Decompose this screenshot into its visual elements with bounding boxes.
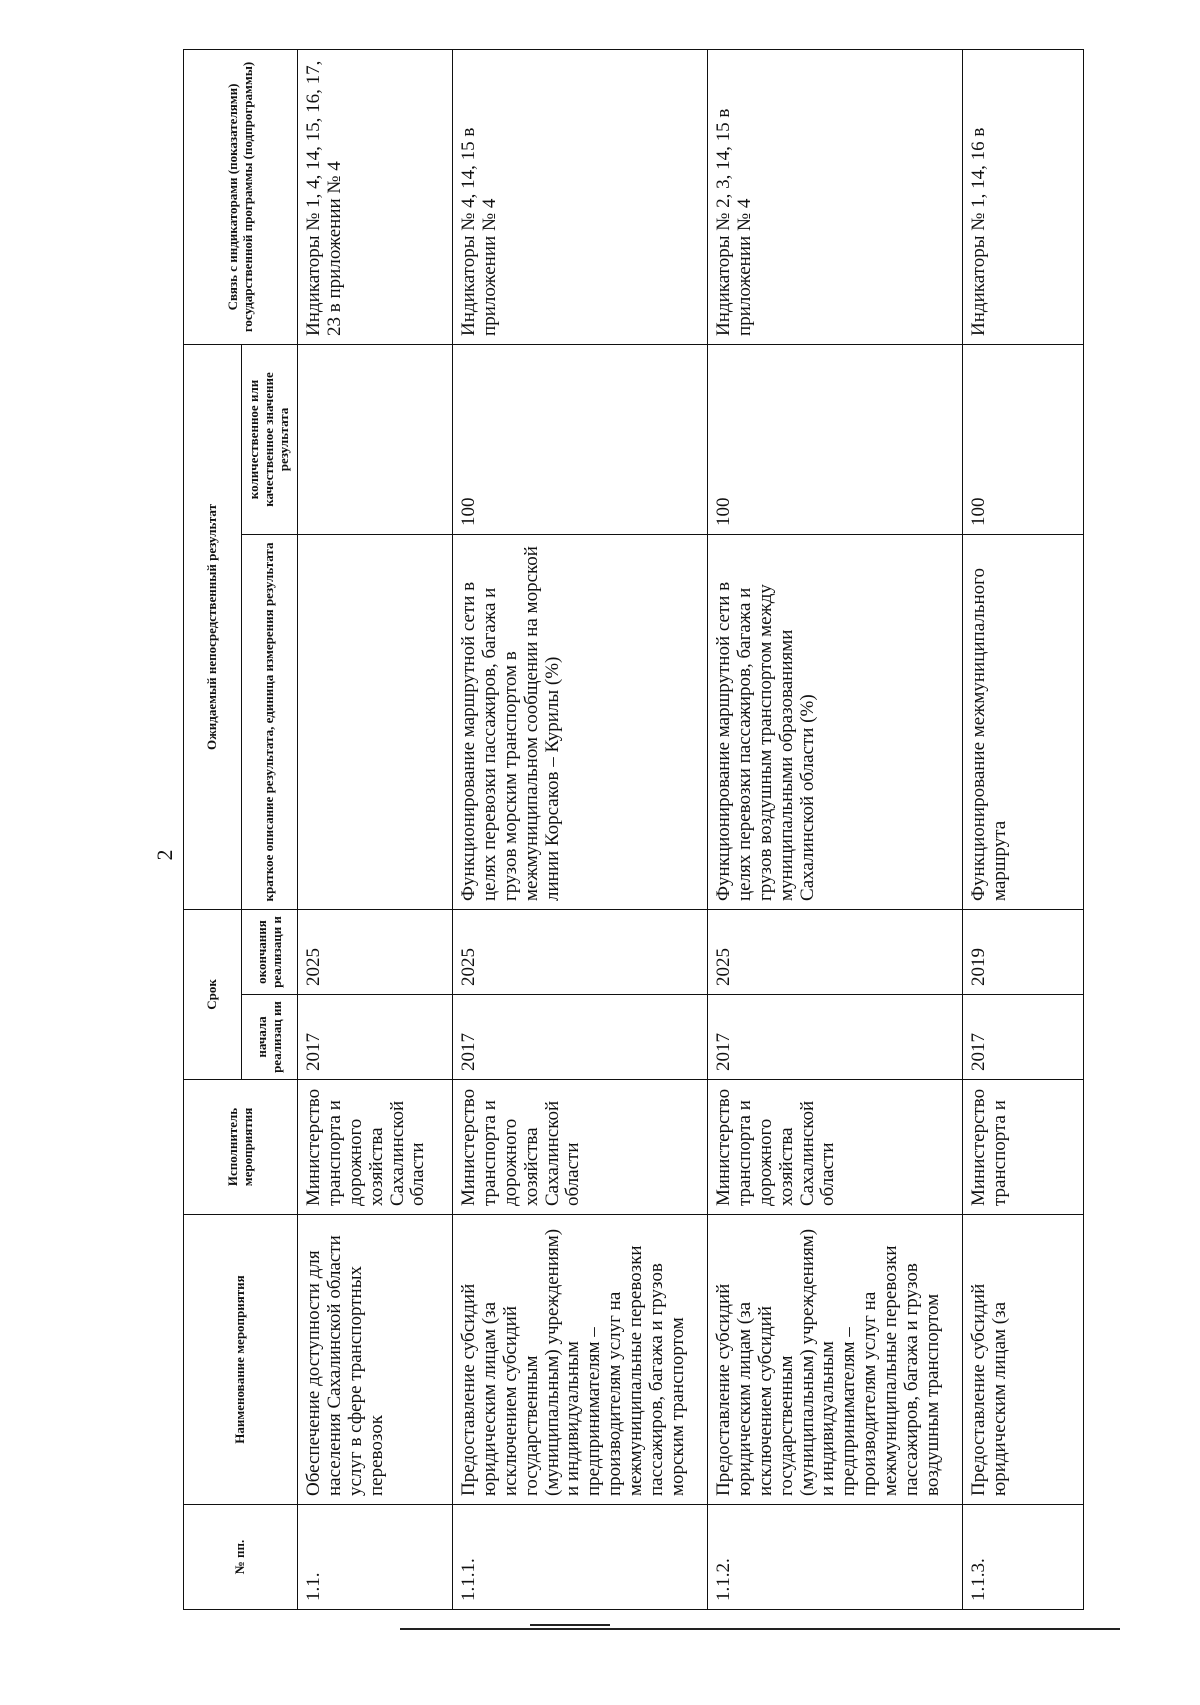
header-link: Связь с индикаторами (показателями) государственной программы (подпрограммы)	[184, 49, 298, 344]
scan-edge-line	[400, 1628, 1120, 1630]
row-executor: Министерство транспорта и дорожного хозяйства Сахалинской области	[453, 1080, 708, 1215]
header-expected-value: количественное или качественное значение результата	[242, 344, 298, 534]
row-desc: Функционирование межмуниципального маршрута	[963, 534, 1084, 909]
row-end: 2019	[963, 909, 1084, 994]
row-start: 2017	[708, 995, 963, 1080]
row-name: Предоставление субсидий юридическим лицам (за исключением субсидий государственным (муниципальным) учреждениям) и индивидуальным предпринимателям – производителям услуг на межмуниципальные перевозки пассажиров, багажа и грузов воздушным транспортом	[708, 1215, 963, 1505]
header-expected: Ожидаемый непосредственный результат	[184, 344, 242, 909]
row-num: 1.1.	[298, 1505, 453, 1610]
row-start: 2017	[298, 995, 453, 1080]
row-executor: Министерство транспорта и дорожного хозяйства Сахалинской области	[708, 1080, 963, 1215]
page-number: 2	[152, 849, 177, 861]
row-value	[298, 344, 453, 534]
measures-table	[183, 49, 1084, 1610]
table-row	[453, 49, 708, 1609]
row-start: 2017	[453, 995, 708, 1080]
row-desc: Функционирование маршрутной сети в целях перевозки пассажиров, багажа и грузов воздушным транспортом между муниципальными образованиями Сахалинской области (%)	[708, 534, 963, 909]
row-executor: Министерство транспорта и	[963, 1080, 1084, 1215]
header-term-start: начала реализац ии	[242, 995, 298, 1080]
document-sheet	[183, 50, 1083, 1610]
header-expected-desc: краткое описание результата, единица измерения результата	[242, 534, 298, 909]
scan-edge-mark	[530, 1624, 610, 1626]
row-value: 100	[963, 344, 1084, 534]
row-end: 2025	[708, 909, 963, 994]
row-name: Предоставление субсидий юридическим лицам (за	[963, 1215, 1084, 1505]
row-link: Индикаторы № 1, 4, 14, 15, 16, 17, 23 в приложении № 4	[298, 49, 453, 344]
row-value: 100	[453, 344, 708, 534]
row-end: 2025	[453, 909, 708, 994]
row-executor: Министерство транспорта и дорожного хозяйства Сахалинской области	[298, 1080, 453, 1215]
header-name: Наименование мероприятия	[184, 1215, 298, 1505]
row-value: 100	[708, 344, 963, 534]
row-name: Обеспечение доступности для населения Сахалинской области услуг в сфере транспортных перевозок	[298, 1215, 453, 1505]
row-desc: Функционирование маршрутной сети в целях перевозки пассажиров, багажа и грузов морским транспортом в межмуниципальном сообщении на морской линии Корсаков – Курилы (%)	[453, 534, 708, 909]
row-end: 2025	[298, 909, 453, 994]
header-num: № пп.	[184, 1505, 298, 1610]
row-link: Индикаторы № 2, 3, 14, 15 в приложении № 4	[708, 49, 963, 344]
table-row	[708, 49, 963, 1609]
row-link: Индикаторы № 4, 14, 15 в приложении № 4	[453, 49, 708, 344]
table-row	[298, 49, 453, 1609]
row-num: 1.1.3.	[963, 1505, 1084, 1610]
row-num: 1.1.1.	[453, 1505, 708, 1610]
header-term: Срок	[184, 909, 242, 1079]
table-row	[963, 49, 1084, 1609]
header-executor: Исполнитель мероприятия	[184, 1080, 298, 1215]
row-start: 2017	[963, 995, 1084, 1080]
row-link: Индикаторы № 1, 14, 16 в	[963, 49, 1084, 344]
rotated-table-container	[183, 50, 1083, 1610]
row-num: 1.1.2.	[708, 1505, 963, 1610]
row-name: Предоставление субсидий юридическим лицам (за исключением субсидий государственным (муниципальным) учреждениям) и индивидуальным предпринимателям – производителям услуг на межмуниципальные перевозки пассажиров, багажа и грузов морским транспортом	[453, 1215, 708, 1505]
header-term-end: окончания реализаци и	[242, 909, 298, 994]
row-desc	[298, 534, 453, 909]
